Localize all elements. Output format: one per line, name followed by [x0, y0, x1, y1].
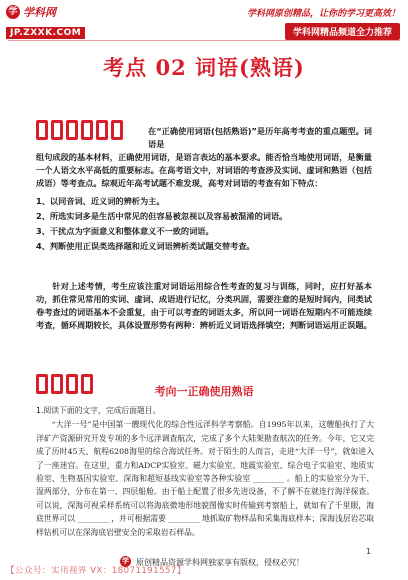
list-item: 1、以同音词、近义词的辨析为主。: [36, 196, 165, 206]
passage-text: “大洋一号”是中国第一艘现代化的综合性远洋科学考察船。自1995年以来，这艘船执行了大洋矿产资源研究开发专项的多个远洋调查航次，完成了多个大陆架勘查航次的任务。今年，它又完成了历时45天、航程6208海里的综合海试任务。对于陌生的人而言，走进“大洋一号”，就如进入了一座迷宫。在这里，重力和ADCP实验室、磁力实验室、地震实验室、综合电子实验室、地质实验室、生物基因实验室、深海和超短基线实验室等各种实验室 ________ 。船上的实验室分为干、湿两部分，分布在第一、四层船舱。由于船上配置了很多先进设备，不了解不在就连行海洋探查。可以说，深海可视采样系统可以将海底微地形地貌图像实时传输到考察船上，就如有了千里眼，海底世界可以 ________ ，并可根据需要 ________ 地抓取矿物样品和采集海底样本；深海浅层岩芯取样钻机可以在深海底岩壁安全的采取岩石样品。: [36, 420, 374, 537]
feature-list: [36, 195, 372, 255]
intro-paragraph: [36, 125, 372, 190]
intro-lead: 在“正确使用词语(包括熟语)”是历年高考考查的重点题型。词语是: [148, 126, 372, 149]
intro-rest: 组句成段的基本材料，正确使用词语，是语言表达的基本要求。能否恰当地使用词语，是衡量一个人语文水平高低的重要标志。在高考语文中，对词语的考查涉及实词、虚词和熟语（包括成语）等考查点。综观近年高考试题不难发现，高考对词语的考查有如下特点：: [36, 152, 372, 188]
list-item: 3、干扰点为字面意义和整体意义不一致的词语。: [36, 226, 214, 236]
strategy-paragraph: [36, 280, 372, 332]
watermark-text: 【公众号：实用视界 VX：18071191557】: [6, 566, 186, 576]
list-item: 2、所选实词多是生活中常见的但容易被忽视以及容易被混淆的词语。: [36, 211, 288, 221]
section-heading: 考向一正确使用熟语: [154, 385, 254, 398]
list-item: 4、判断使用正误类选择题和近义词语辨析类试题交替考查。: [36, 241, 255, 251]
logo-mark-icon: 学: [6, 5, 20, 19]
zxxk-footer-icon: 学: [122, 557, 129, 565]
header-right: [230, 6, 400, 40]
header-banner: 学科网精品频道全力推荐: [285, 23, 400, 40]
page-header: [0, 0, 408, 40]
strategy-text: 针对上述考情，考生应该注重对词语运用综合性考查的复习与训练，同时，应打好基本功，抓住常见常用的实词、虚词、成语进行记忆，分类巩固，需要注意的是短时间内，同类试卷考查过的词语基本不会重复，由于可以考查的词语太多，所以同一词语在短期内不可能连续考查，循环周期较长，具体设置形势有两种：辨析近义词语选择填空；判断词语运用正误题。: [36, 281, 372, 330]
zxxk-logo[interactable]: [6, 4, 88, 38]
header-slogan: 学科网原创精品，让你的学习更高效！: [246, 9, 400, 19]
header-divider: [8, 40, 400, 41]
question-prompt: 1.阅读下面的文字，完成后面题目。: [36, 406, 161, 415]
page-number: 1: [366, 547, 372, 556]
reading-passage: [36, 404, 374, 539]
copyright-note: 原创精品资源学科网独家享有版权，侵权必究！: [136, 558, 304, 567]
logo-url: JP.ZXXK.COM: [6, 27, 85, 39]
logo-name: 学科网: [23, 6, 56, 19]
page-title: 考点 02 词语(熟语): [103, 55, 305, 80]
